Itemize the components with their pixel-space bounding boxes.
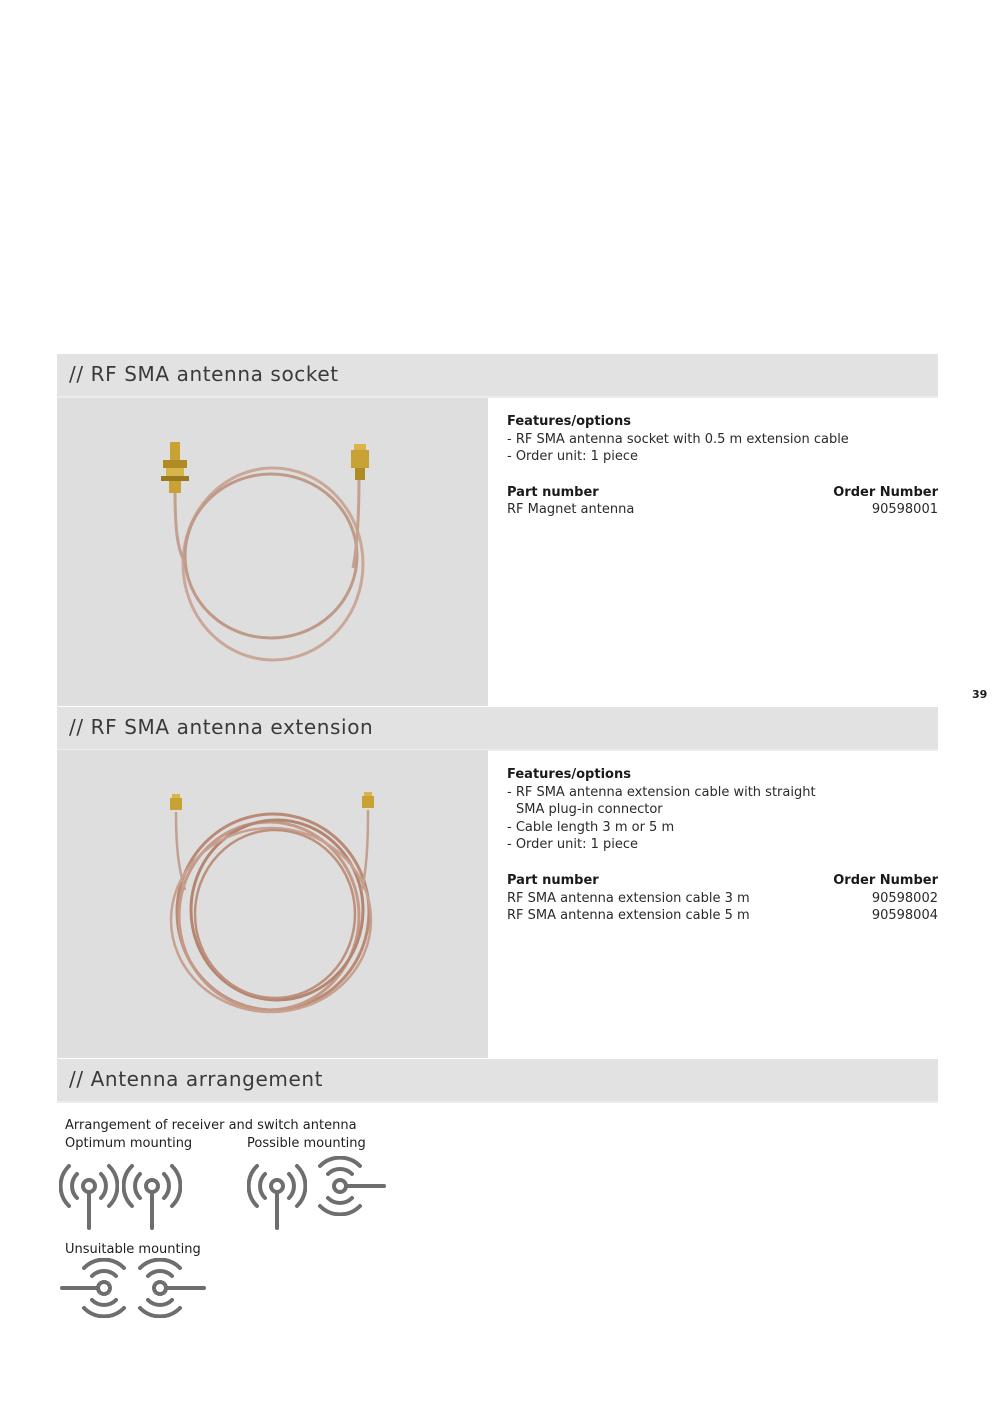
feature-item: - RF SMA antenna extension cable with straight SMA plug-in connector bbox=[507, 784, 816, 818]
horizontal-antenna-icon bbox=[60, 1258, 134, 1318]
order-number: 90598002 bbox=[871, 890, 938, 906]
cable-image-socket bbox=[57, 398, 488, 706]
order-table-header bbox=[507, 484, 938, 502]
order-table bbox=[507, 484, 938, 519]
feature-item: - RF SMA antenna socket with 0.5 m extension cable bbox=[507, 431, 849, 447]
horizontal-antenna-icon bbox=[132, 1258, 206, 1318]
col-order-number: Order Number bbox=[833, 872, 938, 888]
table-row bbox=[507, 890, 938, 908]
product-info-socket bbox=[507, 413, 938, 519]
product-photo-extension bbox=[57, 750, 488, 1058]
vertical-antenna-icon bbox=[122, 1158, 182, 1230]
part-name: RF SMA antenna extension cable 3 m bbox=[507, 890, 750, 906]
features-heading: Features/options bbox=[507, 414, 631, 429]
unsuitable-mounting-label: Unsuitable mounting bbox=[65, 1242, 201, 1257]
product-photo-socket bbox=[57, 398, 488, 706]
order-table-header bbox=[507, 872, 938, 890]
product-info-extension bbox=[507, 766, 938, 925]
possible-mounting-label: Possible mounting bbox=[247, 1136, 366, 1151]
features-heading: Features/options bbox=[507, 767, 631, 782]
feature-item: - Order unit: 1 piece bbox=[507, 449, 639, 465]
section-title: // RF SMA antenna extension bbox=[69, 715, 374, 739]
vertical-antenna-icon bbox=[59, 1158, 119, 1230]
order-number: 90598004 bbox=[871, 908, 938, 924]
vertical-antenna-icon bbox=[247, 1158, 307, 1230]
table-row bbox=[507, 907, 938, 925]
col-order-number: Order Number bbox=[833, 484, 938, 500]
part-name: RF Magnet antenna bbox=[507, 502, 635, 518]
feature-item: - Cable length 3 m or 5 m bbox=[507, 819, 675, 835]
page-number: 39 bbox=[972, 688, 988, 701]
section-title: // RF SMA antenna socket bbox=[69, 362, 339, 386]
cable-image-extension bbox=[57, 750, 488, 1058]
feature-item: - Order unit: 1 piece bbox=[507, 837, 639, 853]
section-header-arrangement bbox=[57, 1059, 938, 1103]
arrangement-heading: Arrangement of receiver and switch antenna bbox=[65, 1118, 357, 1133]
horizontal-antenna-icon bbox=[312, 1156, 386, 1216]
col-part-number: Part number bbox=[507, 872, 599, 888]
col-part-number: Part number bbox=[507, 484, 599, 500]
optimum-mounting-label: Optimum mounting bbox=[65, 1136, 193, 1151]
part-name: RF SMA antenna extension cable 5 m bbox=[507, 908, 750, 924]
table-row bbox=[507, 501, 938, 519]
section-title: // Antenna arrangement bbox=[69, 1067, 324, 1091]
order-table bbox=[507, 872, 938, 925]
section-header-extension bbox=[57, 707, 938, 751]
section-header-socket bbox=[57, 354, 938, 398]
order-number: 90598001 bbox=[871, 502, 938, 518]
